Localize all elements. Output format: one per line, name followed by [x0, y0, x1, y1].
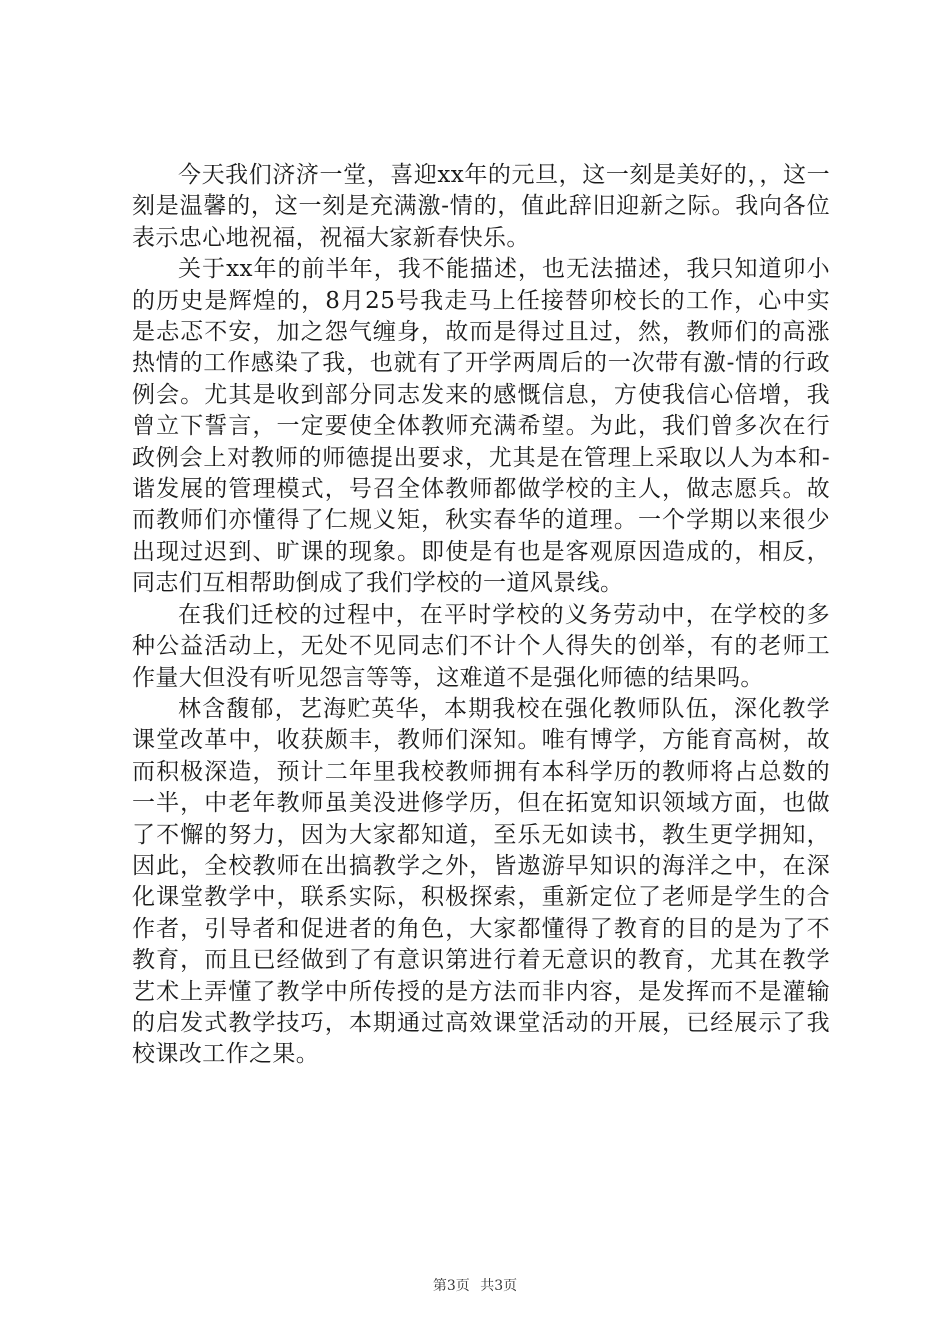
- paragraph-new-year-greeting: 今天我们济济一堂，喜迎xx年的元旦，这一刻是美好的，，这一刻是温馨的，这一刻是充满激-情的，值此辞旧迎新之际。我向各位表示忠心地祝福，祝福大家新春快乐。: [132, 162, 830, 251]
- page-footer: [0, 1275, 950, 1295]
- paragraph-school-relocation: 在我们迁校的过程中，在平时学校的义务劳动中，在学校的多种公益活动上，无处不见同志们不计个人得失的创举，有的老师工作量大但没有听见怨言等等，这难道不是强化师德的结果吗。: [132, 601, 830, 691]
- document-body: [132, 160, 830, 1071]
- page-total: 共3页: [480, 1278, 518, 1294]
- page-number: 第3页: [432, 1278, 470, 1294]
- paragraph-teaching-reform: 林含馥郁，艺海贮英华，本期我校在强化教师队伍，深化教学课堂改革中，收获颇丰，教师们深知。唯有博学，方能育高树，故而积极深造，预计二年里我校教师拥有本科学历的教师将占总数的一半，中老年教师虽美没进修学历，但在拓宽知识领域方面，也做了不懈的努力，因为大家都知道，至乐无如读书，教生更学拥知，因此，全校教师在出搞教学之外，皆遨游早知识的海洋之中，在深化课堂教学中，联系实际，积极探索，重新定位了老师是学生的合作者，引导者和促进者的角色，大家都懂得了教育的目的是为了不教育，而且已经做到了有意识第进行着无意识的教育，尤其在教学艺术上弄懂了教学中所传授的是方法而非内容，是发挥而不是灌输的启发式教学技巧，本期通过高效课堂活动的开展，已经展示了我校课改工作之果。: [132, 695, 830, 1068]
- paragraph-first-half-year: 关于xx年的前半年，我不能描述，也无法描述，我只知道卯小的历史是辉煌的，8月25号我走马上任接替卯校长的工作，心中实是忐忑不安，加之怨气缠身，故而是得过且过，然，教师们的高涨热情的工作感染了我，也就有了开学两周后的一次带有激-情的行政例会。尤其是收到部分同志发来的感慨信息，方使我信心倍增，我曾立下誓言，一定要使全体教师充满希望。为此，我们曾多次在行政例会上对教师的师德提出要求，尤其是在管理上采取以人为本和-谐发展的管理模式，号召全体教师都做学校的主人，做志愿兵。故而教师们亦懂得了仁规义矩，秋实春华的道理。一个学期以来很少出现过迟到、旷课的现象。即使是有也是客观原因造成的，相反，同志们互相帮助倒成了我们学校的一道风景线。: [132, 256, 830, 597]
